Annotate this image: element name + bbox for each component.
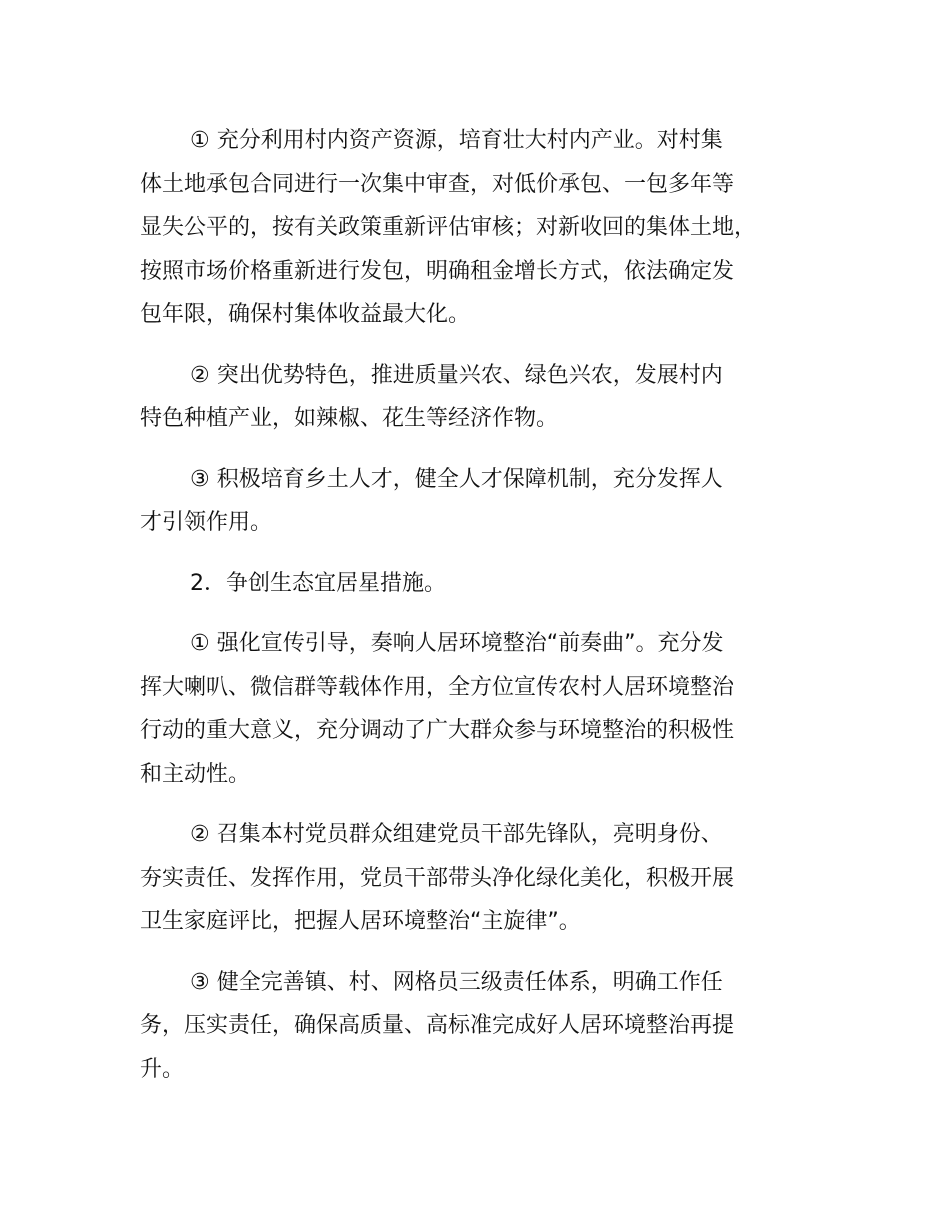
paragraph-3 xyxy=(140,458,840,545)
paragraph-line: ② 突出优势特色，推进质量兴农、绿色兴农，发展村内 xyxy=(190,362,723,388)
paragraph-line: 升。 xyxy=(140,1056,185,1082)
document-body xyxy=(140,119,840,1108)
paragraph-line: 夯实责任、发挥作用，党员干部带头净化绿化美化，积极开展 xyxy=(140,865,735,891)
paragraph-line: 挥大喇叭、微信群等载体作用，全方位宣传农村人居环境整治 xyxy=(140,674,735,700)
paragraph-5 xyxy=(140,622,840,796)
paragraph-7 xyxy=(140,961,840,1092)
paragraph-line: ③ 积极培育乡土人才，健全人才保障机制，充分发挥人 xyxy=(190,466,723,492)
paragraph-line: 体土地承包合同进行一次集中审查，对低价承包、一包多年等 xyxy=(140,171,735,197)
paragraph-1 xyxy=(140,119,840,337)
paragraph-line: 包年限，确保村集体收益最大化。 xyxy=(140,302,471,327)
paragraph-line: ② 召集本村党员群众组建党员干部先锋队，亮明身份、 xyxy=(190,822,723,847)
paragraph-line: 显失公平的，按有关政策重新评估审核；对新收回的集体土地， xyxy=(140,215,757,240)
paragraph-line: ① 强化宣传引导，奏响人居环境整治“前奏曲”。充分发 xyxy=(190,631,724,656)
paragraph-line: 才引领作用。 xyxy=(140,510,273,535)
paragraph-2 xyxy=(140,354,840,441)
paragraph-line: 和主动性。 xyxy=(140,761,251,787)
paragraph-line: 特色种植产业，如辣椒、花生等经济作物。 xyxy=(140,406,559,431)
paragraph-line: 务，压实责任，确保高质量、高标准完成好人居环境整治再提 xyxy=(140,1013,735,1038)
section-heading-text: 2．争创生态宜居星措施。 xyxy=(190,570,446,596)
paragraph-line: 按照市场价格重新进行发包，明确租金增长方式，依法确定发 xyxy=(140,258,735,284)
paragraph-line: ③ 健全完善镇、村、网格员三级责任体系，明确工作任 xyxy=(190,969,723,995)
paragraph-line: ① 充分利用村内资产资源，培育壮大村内产业。对村集 xyxy=(190,128,723,153)
paragraph-6 xyxy=(140,813,840,944)
section-heading xyxy=(140,562,840,606)
paragraph-line: 行动的重大意义，充分调动了广大群众参与环境整治的积极性 xyxy=(140,718,735,743)
paragraph-line: 卫生家庭评比，把握人居环境整治“主旋律”。 xyxy=(140,909,581,934)
